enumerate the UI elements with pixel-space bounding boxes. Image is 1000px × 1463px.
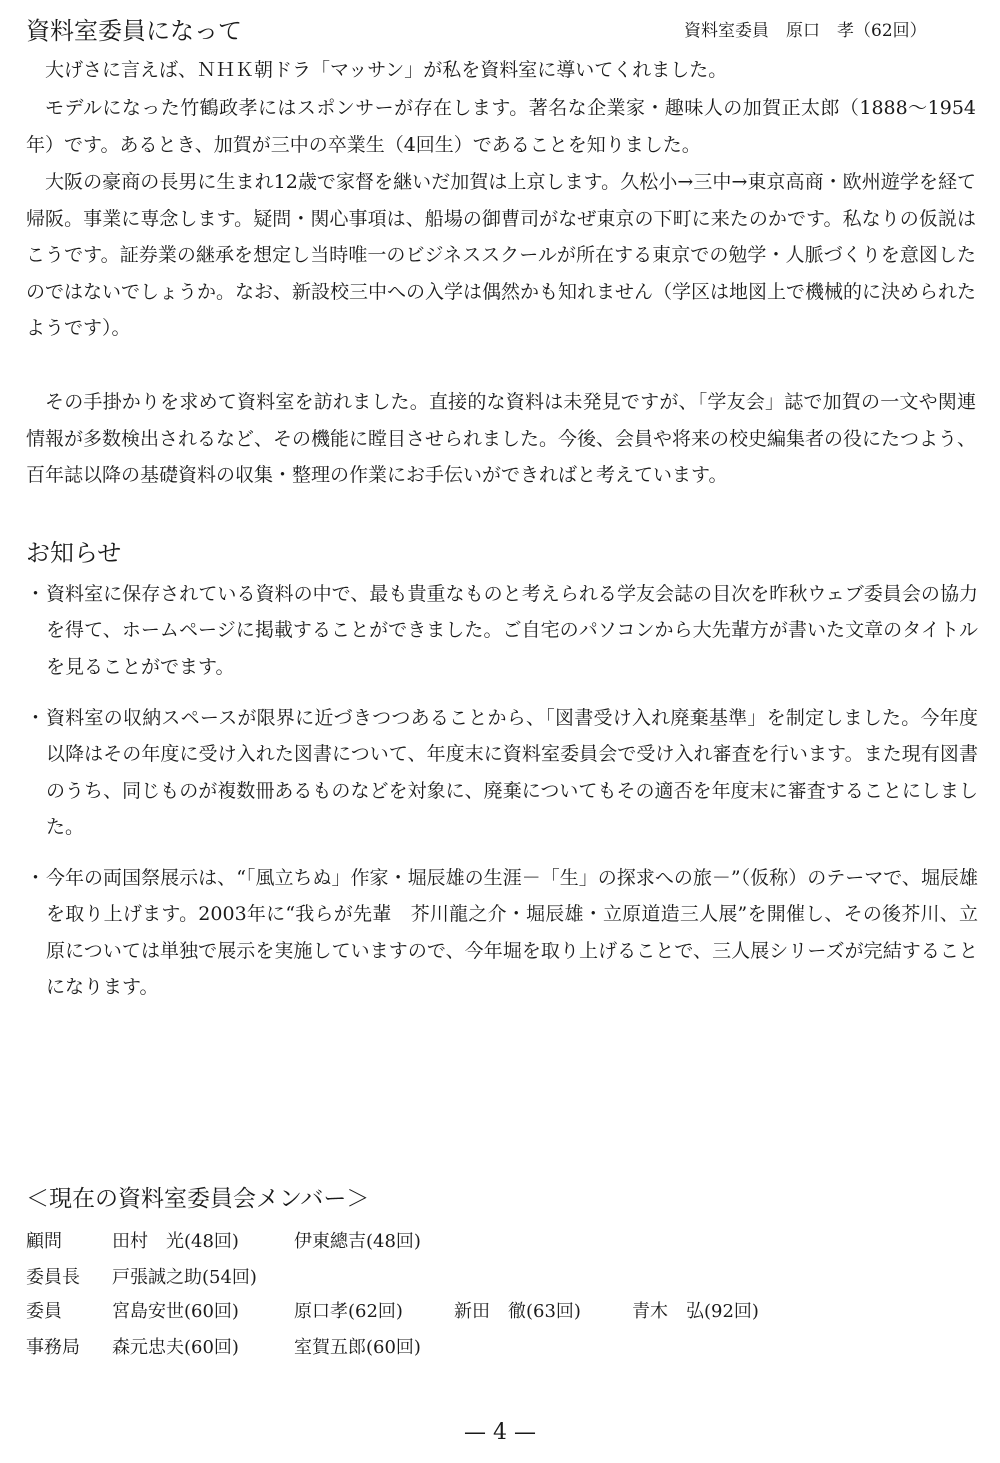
member-name: 田村 光(48回) xyxy=(112,1231,239,1252)
article-paragraph-1: 大げさに言えば、ＮＨＫ朝ドラ「マッサン」が私を資料室に導いてくれました。 xyxy=(45,59,728,81)
notice-item-1 xyxy=(26,576,978,685)
member-name: 新田 徹(63回) xyxy=(454,1301,581,1322)
members-title: ＜現在の資料室委員会メンバー＞ xyxy=(26,1186,370,1212)
member-name: 青木 弘(92回) xyxy=(632,1301,759,1322)
member-role: 事務局 xyxy=(26,1337,80,1358)
member-name: 宮島安世(60回) xyxy=(112,1301,239,1322)
member-role: 委員 xyxy=(26,1301,62,1322)
bullet-mark: ・ xyxy=(26,707,46,729)
member-name: 伊東總吉(48回) xyxy=(294,1231,421,1252)
article-paragraph-4: その手掛かりを求めて資料室を訪れました。直接的な資料は未発見ですが、「学友会」誌で加賀の一文や関連情報が多数検出されるなど、その機能に瞠目させられました。今後、会員や将来の校史編集者の役にたつよう、百年誌以降の基礎資料の収集・整理の作業にお手伝いができればと考えています。 xyxy=(26,391,977,487)
article-byline: 資料室委員 原口 孝（62回） xyxy=(684,21,927,41)
article-paragraph-3: 大阪の豪商の長男に生まれ12歳で家督を継いだ加賀は上京します。久松小→三中→東京高商・欧州遊学を経て帰阪。事業に専念します。疑問・関心事項は、船場の御曹司がなぜ東京の下町に来たのかです。私なりの仮説はこうです。証券業の継承を想定し当時唯一のビジネススクールが所在する東京での勉学・人脈づくりを意図したのではないでしょうか。なお、新設校三中への入学は偶然かも知れません（学区は地図上で機械的に決められたようです）。 xyxy=(26,171,977,340)
bullet-mark: ・ xyxy=(26,583,46,605)
notice-item-2 xyxy=(26,700,978,846)
member-name: 室賀五郎(60回) xyxy=(294,1337,421,1358)
member-name: 森元忠夫(60回) xyxy=(112,1337,239,1358)
notice-title: お知らせ xyxy=(26,539,122,567)
notice-item-text: 資料室の収納スペースが限界に近づきつつあることから、「図書受け入れ廃棄基準」を制定しました。今年度以降はその年度に受け入れた図書について、年度末に資料室委員会で受け入れ審査を行います。また現有図書のうち、同じものが複数冊あるものなどを対象に、廃棄についてもその適否を年度末に審査することにしました。 xyxy=(46,707,978,839)
member-name: 戸張誠之助(54回) xyxy=(112,1267,257,1288)
bullet-mark: ・ xyxy=(26,867,46,889)
member-role: 顧問 xyxy=(26,1231,62,1252)
article-paragraph-2: モデルになった竹鶴政孝にはスポンサーが存在します。著名な企業家・趣味人の加賀正太郎（1888～1954年）です。あるとき、加賀が三中の卒業生（4回生）であることを知りました。 xyxy=(26,97,976,156)
member-name: 原口孝(62回) xyxy=(294,1301,403,1322)
article-title: 資料室委員になって xyxy=(26,17,242,45)
page-number: — 4 — xyxy=(464,1420,536,1445)
notice-item-text: 今年の両国祭展示は、“「風立ちぬ」作家・堀辰雄の生涯－「生」の探求への旅－”（仮称）のテーマで、堀辰雄を取り上げます。2003年に“我らが先輩 芥川龍之介・堀辰雄・立原道造三人展”を開催し、その後芥川、立原については単独で展示を実施していますので、今年堀を取り上げることで、三人展シリーズが完結することになります。 xyxy=(46,867,978,999)
notice-item-3 xyxy=(26,860,978,1006)
notice-item-text: 資料室に保存されている資料の中で、最も貴重なものと考えられる学友会誌の目次を昨秋ウェブ委員会の協力を得て、ホームページに掲載することができました。ご自宅のパソコンから大先輩方が書いた文章のタイトルを見ることがでます。 xyxy=(46,583,978,678)
member-role: 委員長 xyxy=(26,1267,80,1288)
